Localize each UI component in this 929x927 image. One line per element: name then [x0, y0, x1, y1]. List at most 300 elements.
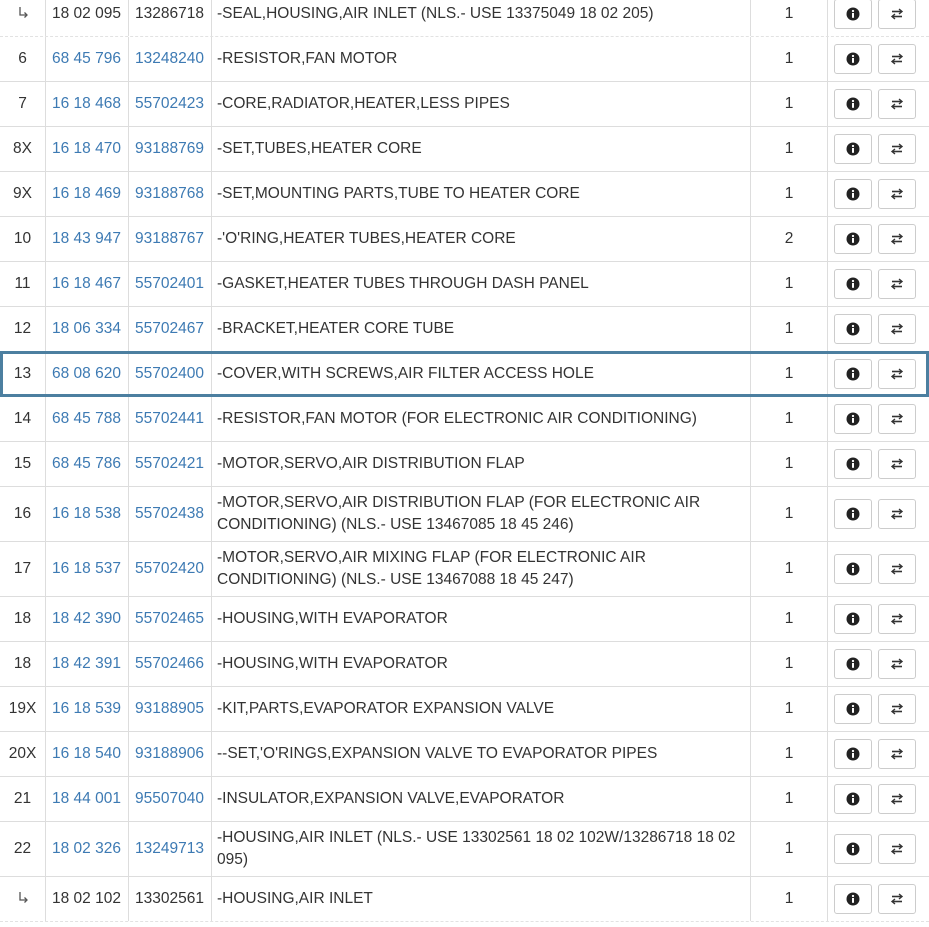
oe-number-text: 13286718	[135, 5, 204, 22]
position-cell	[0, 217, 46, 261]
quantity-value: 1	[784, 505, 794, 522]
part-description: -KIT,PARTS,EVAPORATOR EXPANSION VALVE	[217, 700, 555, 717]
part-number-link[interactable]: 18 42 390	[52, 610, 121, 627]
part-number-link[interactable]: 18 06 334	[52, 320, 121, 337]
description-cell	[212, 82, 751, 126]
position-label: 12	[13, 320, 32, 337]
part-description: -RESISTOR,FAN MOTOR (FOR ELECTRONIC AIR CONDITIONING)	[217, 410, 697, 427]
position-cell	[0, 877, 46, 921]
quantity-cell	[751, 487, 828, 541]
position-cell	[0, 397, 46, 441]
actions-cell	[828, 82, 929, 126]
oe-number-link[interactable]: 55702467	[135, 320, 204, 337]
table-row[interactable]	[0, 0, 929, 37]
info-circle-icon	[846, 52, 860, 66]
table-row[interactable]	[0, 597, 929, 642]
position-cell	[0, 542, 46, 596]
actions-cell	[828, 542, 929, 596]
position-cell	[0, 442, 46, 486]
description-cell	[212, 127, 751, 171]
alternatives-button[interactable]	[878, 44, 916, 74]
part-description: -SET,MOUNTING PARTS,TUBE TO HEATER CORE	[217, 185, 580, 202]
info-button[interactable]	[834, 499, 872, 529]
position-cell	[0, 307, 46, 351]
alternatives-button[interactable]	[878, 784, 916, 814]
table-row[interactable]	[0, 687, 929, 732]
oe-number-cell	[129, 82, 212, 126]
position-cell	[0, 777, 46, 821]
table-row[interactable]	[0, 262, 929, 307]
table-row[interactable]	[0, 127, 929, 172]
part-description: -SET,TUBES,HEATER CORE	[217, 140, 422, 157]
exchange-arrows-icon	[889, 187, 905, 201]
position-label: 20X	[8, 745, 37, 762]
exchange-arrows-icon	[889, 232, 905, 246]
part-number-link[interactable]: 68 08 620	[52, 365, 121, 382]
oe-number-cell	[129, 127, 212, 171]
actions-cell	[828, 307, 929, 351]
alternatives-button[interactable]	[878, 834, 916, 864]
position-cell	[0, 687, 46, 731]
return-arrow-icon	[17, 891, 29, 908]
table-row[interactable]	[0, 732, 929, 777]
part-number-link[interactable]: 68 45 788	[52, 410, 121, 427]
quantity-value: 1	[784, 185, 794, 202]
info-circle-icon	[846, 187, 860, 201]
exchange-arrows-icon	[889, 792, 905, 806]
oe-number-link[interactable]: 93188905	[135, 700, 204, 717]
info-circle-icon	[846, 97, 860, 111]
exchange-arrows-icon	[889, 892, 905, 906]
table-row[interactable]	[0, 172, 929, 217]
oe-number-link[interactable]: 13249713	[135, 840, 204, 857]
position-label: 15	[13, 455, 32, 472]
oe-number-cell	[129, 172, 212, 216]
info-circle-icon	[846, 232, 860, 246]
quantity-cell	[751, 127, 828, 171]
exchange-arrows-icon	[889, 747, 905, 761]
info-button[interactable]	[834, 834, 872, 864]
oe-number-cell	[129, 542, 212, 596]
quantity-cell	[751, 597, 828, 641]
part-number-link[interactable]: 16 18 537	[52, 560, 121, 577]
oe-number-cell	[129, 0, 212, 36]
description-cell	[212, 37, 751, 81]
part-number-cell	[46, 307, 129, 351]
part-number-cell	[46, 397, 129, 441]
info-circle-icon	[846, 792, 860, 806]
position-label: 10	[13, 230, 32, 247]
exchange-arrows-icon	[889, 142, 905, 156]
info-circle-icon	[846, 562, 860, 576]
oe-number-cell	[129, 487, 212, 541]
actions-cell	[828, 822, 929, 876]
quantity-value: 1	[784, 745, 794, 762]
oe-number-link[interactable]: 55702420	[135, 560, 204, 577]
info-button[interactable]	[834, 314, 872, 344]
position-cell	[0, 642, 46, 686]
oe-number-cell	[129, 397, 212, 441]
exchange-arrows-icon	[889, 367, 905, 381]
part-number-cell	[46, 642, 129, 686]
oe-number-link[interactable]: 93188769	[135, 140, 204, 157]
quantity-cell	[751, 877, 828, 921]
info-button[interactable]	[834, 404, 872, 434]
table-row[interactable]	[0, 642, 929, 687]
part-number-cell	[46, 597, 129, 641]
part-description: -HOUSING,WITH EVAPORATOR	[217, 655, 448, 672]
oe-number-link[interactable]: 55702441	[135, 410, 204, 427]
part-description: -RESISTOR,FAN MOTOR	[217, 50, 398, 67]
part-number-link[interactable]: 16 18 540	[52, 745, 121, 762]
exchange-arrows-icon	[889, 612, 905, 626]
table-row[interactable]	[0, 82, 929, 127]
part-number-text: 18 02 095	[52, 5, 121, 22]
oe-number-cell	[129, 877, 212, 921]
quantity-value: 1	[784, 275, 794, 292]
position-cell	[0, 262, 46, 306]
oe-number-link[interactable]: 55702401	[135, 275, 204, 292]
quantity-cell	[751, 217, 828, 261]
position-cell	[0, 597, 46, 641]
description-cell	[212, 732, 751, 776]
return-arrow-icon	[17, 6, 29, 23]
part-number-cell	[46, 217, 129, 261]
position-label: 13	[13, 365, 32, 382]
exchange-arrows-icon	[889, 412, 905, 426]
alternatives-button[interactable]	[878, 179, 916, 209]
alternatives-button[interactable]	[878, 884, 916, 914]
oe-number-cell	[129, 262, 212, 306]
quantity-cell	[751, 442, 828, 486]
alternatives-button[interactable]	[878, 404, 916, 434]
oe-number-link[interactable]: 93188767	[135, 230, 204, 247]
part-description: -CORE,RADIATOR,HEATER,LESS PIPES	[217, 95, 510, 112]
part-number-cell	[46, 542, 129, 596]
exchange-arrows-icon	[889, 277, 905, 291]
part-number-cell	[46, 732, 129, 776]
description-cell	[212, 597, 751, 641]
quantity-cell	[751, 687, 828, 731]
alternatives-button[interactable]	[878, 604, 916, 634]
alternatives-button[interactable]	[878, 0, 916, 29]
quantity-value: 1	[784, 140, 794, 157]
alternatives-button[interactable]	[878, 224, 916, 254]
description-cell	[212, 542, 751, 596]
quantity-cell	[751, 542, 828, 596]
part-description: -MOTOR,SERVO,AIR DISTRIBUTION FLAP (FOR ELECTRONIC AIR CONDITIONING) (NLS.- USE 13467085 18 45 246)	[217, 494, 701, 533]
alternatives-button[interactable]	[878, 649, 916, 679]
position-label: 19X	[8, 700, 37, 717]
part-number-cell	[46, 127, 129, 171]
quantity-cell	[751, 642, 828, 686]
part-description: -INSULATOR,EXPANSION VALVE,EVAPORATOR	[217, 790, 565, 807]
part-description: -COVER,WITH SCREWS,AIR FILTER ACCESS HOLE	[217, 365, 594, 382]
quantity-cell	[751, 172, 828, 216]
part-number-cell	[46, 172, 129, 216]
quantity-value: 2	[784, 230, 794, 247]
actions-cell	[828, 687, 929, 731]
oe-number-link[interactable]: 55702421	[135, 455, 204, 472]
exchange-arrows-icon	[889, 52, 905, 66]
exchange-arrows-icon	[889, 842, 905, 856]
alternatives-button[interactable]	[878, 269, 916, 299]
oe-number-link[interactable]: 55702465	[135, 610, 204, 627]
part-number-text: 18 02 102	[52, 890, 121, 907]
table-row[interactable]	[0, 822, 929, 877]
part-number-cell	[46, 82, 129, 126]
position-label: 7	[18, 95, 27, 112]
quantity-cell	[751, 397, 828, 441]
part-description: -GASKET,HEATER TUBES THROUGH DASH PANEL	[217, 275, 589, 292]
quantity-value: 1	[784, 655, 794, 672]
alternatives-button[interactable]	[878, 314, 916, 344]
part-number-cell	[46, 352, 129, 396]
oe-number-cell	[129, 732, 212, 776]
oe-number-cell	[129, 687, 212, 731]
position-label: 21	[13, 790, 32, 807]
position-cell	[0, 127, 46, 171]
position-cell	[0, 0, 46, 36]
info-button[interactable]	[834, 89, 872, 119]
part-description: -HOUSING,AIR INLET (NLS.- USE 13302561 18 02 102W/13286718 18 02 095)	[217, 829, 736, 868]
actions-cell	[828, 172, 929, 216]
position-cell	[0, 172, 46, 216]
position-label: 17	[13, 560, 32, 577]
info-circle-icon	[846, 322, 860, 336]
table-row[interactable]	[0, 352, 929, 397]
oe-number-cell	[129, 217, 212, 261]
position-cell	[0, 352, 46, 396]
alternatives-button[interactable]	[878, 499, 916, 529]
description-cell	[212, 397, 751, 441]
actions-cell	[828, 487, 929, 541]
part-number-cell	[46, 777, 129, 821]
oe-number-link[interactable]: 93188768	[135, 185, 204, 202]
part-number-link[interactable]: 18 43 947	[52, 230, 121, 247]
info-button[interactable]	[834, 694, 872, 724]
description-cell	[212, 777, 751, 821]
part-number-cell	[46, 877, 129, 921]
oe-number-link[interactable]: 13248240	[135, 50, 204, 67]
info-button[interactable]	[834, 784, 872, 814]
quantity-value: 1	[784, 365, 794, 382]
position-label: 9X	[13, 185, 32, 202]
oe-number-cell	[129, 822, 212, 876]
alternatives-button[interactable]	[878, 359, 916, 389]
exchange-arrows-icon	[889, 322, 905, 336]
oe-number-cell	[129, 777, 212, 821]
quantity-value: 1	[784, 790, 794, 807]
part-number-link[interactable]: 16 18 470	[52, 140, 121, 157]
part-number-link[interactable]: 18 02 326	[52, 840, 121, 857]
table-row[interactable]	[0, 487, 929, 542]
exchange-arrows-icon	[889, 457, 905, 471]
oe-number-cell	[129, 37, 212, 81]
oe-number-link[interactable]: 55702438	[135, 505, 204, 522]
part-number-cell	[46, 487, 129, 541]
description-cell	[212, 262, 751, 306]
table-row[interactable]	[0, 217, 929, 262]
table-row[interactable]	[0, 877, 929, 922]
part-number-cell	[46, 687, 129, 731]
part-number-link[interactable]: 16 18 467	[52, 275, 121, 292]
part-number-cell	[46, 442, 129, 486]
info-button[interactable]	[834, 224, 872, 254]
quantity-value: 1	[784, 95, 794, 112]
position-cell	[0, 37, 46, 81]
oe-number-text: 13302561	[135, 890, 204, 907]
part-description: -MOTOR,SERVO,AIR MIXING FLAP (FOR ELECTRONIC AIR CONDITIONING) (NLS.- USE 13467088 18 45 247)	[217, 549, 646, 588]
actions-cell	[828, 352, 929, 396]
table-row[interactable]	[0, 542, 929, 597]
part-description: --SET,'O'RINGS,EXPANSION VALVE TO EVAPORATOR PIPES	[217, 745, 658, 762]
oe-number-link[interactable]: 55702466	[135, 655, 204, 672]
info-button[interactable]	[834, 554, 872, 584]
part-description: -HOUSING,WITH EVAPORATOR	[217, 610, 448, 627]
quantity-value: 1	[784, 455, 794, 472]
part-number-link[interactable]: 68 45 796	[52, 50, 121, 67]
oe-number-link[interactable]: 95507040	[135, 790, 204, 807]
info-button[interactable]	[834, 269, 872, 299]
part-number-cell	[46, 822, 129, 876]
table-row[interactable]	[0, 397, 929, 442]
oe-number-cell	[129, 352, 212, 396]
description-cell	[212, 487, 751, 541]
actions-cell	[828, 397, 929, 441]
description-cell	[212, 822, 751, 876]
part-number-link[interactable]: 68 45 786	[52, 455, 121, 472]
info-button[interactable]	[834, 44, 872, 74]
actions-cell	[828, 127, 929, 171]
quantity-cell	[751, 732, 828, 776]
alternatives-button[interactable]	[878, 449, 916, 479]
part-description: -HOUSING,AIR INLET	[217, 890, 373, 907]
description-cell	[212, 442, 751, 486]
info-circle-icon	[846, 892, 860, 906]
position-label: 8X	[13, 140, 32, 157]
part-description: -MOTOR,SERVO,AIR DISTRIBUTION FLAP	[217, 455, 525, 472]
part-number-link[interactable]: 16 18 539	[52, 700, 121, 717]
info-circle-icon	[846, 412, 860, 426]
description-cell	[212, 352, 751, 396]
table-row[interactable]	[0, 307, 929, 352]
alternatives-button[interactable]	[878, 739, 916, 769]
quantity-value: 1	[784, 410, 794, 427]
position-label: 6	[18, 50, 27, 67]
actions-cell	[828, 777, 929, 821]
exchange-arrows-icon	[889, 562, 905, 576]
oe-number-cell	[129, 307, 212, 351]
part-number-cell	[46, 0, 129, 36]
quantity-cell	[751, 262, 828, 306]
part-number-link[interactable]: 16 18 469	[52, 185, 121, 202]
table-row[interactable]	[0, 442, 929, 487]
info-button[interactable]	[834, 179, 872, 209]
part-number-link[interactable]: 16 18 538	[52, 505, 121, 522]
info-circle-icon	[846, 842, 860, 856]
description-cell	[212, 877, 751, 921]
position-cell	[0, 487, 46, 541]
part-number-link[interactable]: 18 42 391	[52, 655, 121, 672]
info-circle-icon	[846, 277, 860, 291]
position-label: 22	[13, 840, 32, 857]
description-cell	[212, 217, 751, 261]
actions-cell	[828, 262, 929, 306]
info-circle-icon	[846, 142, 860, 156]
description-cell	[212, 642, 751, 686]
table-row[interactable]	[0, 37, 929, 82]
quantity-value: 1	[784, 840, 794, 857]
alternatives-button[interactable]	[878, 554, 916, 584]
oe-number-cell	[129, 442, 212, 486]
exchange-arrows-icon	[889, 507, 905, 521]
part-description: -SEAL,HOUSING,AIR INLET (NLS.- USE 13375049 18 02 205)	[217, 5, 654, 22]
alternatives-button[interactable]	[878, 89, 916, 119]
info-circle-icon	[846, 7, 860, 21]
quantity-cell	[751, 0, 828, 36]
quantity-cell	[751, 352, 828, 396]
actions-cell	[828, 597, 929, 641]
oe-number-link[interactable]: 93188906	[135, 745, 204, 762]
part-description: -BRACKET,HEATER CORE TUBE	[217, 320, 455, 337]
info-button[interactable]	[834, 884, 872, 914]
quantity-value: 1	[784, 320, 794, 337]
info-button[interactable]	[834, 739, 872, 769]
oe-number-cell	[129, 597, 212, 641]
part-number-link[interactable]: 18 44 001	[52, 790, 121, 807]
position-cell	[0, 82, 46, 126]
description-cell	[212, 307, 751, 351]
info-button[interactable]	[834, 604, 872, 634]
position-label: 16	[13, 505, 32, 522]
info-button[interactable]	[834, 649, 872, 679]
exchange-arrows-icon	[889, 97, 905, 111]
info-button[interactable]	[834, 0, 872, 29]
info-circle-icon	[846, 657, 860, 671]
info-circle-icon	[846, 367, 860, 381]
alternatives-button[interactable]	[878, 694, 916, 724]
position-label: 18	[13, 655, 32, 672]
quantity-cell	[751, 307, 828, 351]
quantity-cell	[751, 37, 828, 81]
table-row[interactable]	[0, 777, 929, 822]
quantity-value: 1	[784, 890, 794, 907]
actions-cell	[828, 0, 929, 36]
part-number-link[interactable]: 16 18 468	[52, 95, 121, 112]
info-button[interactable]	[834, 359, 872, 389]
quantity-value: 1	[784, 700, 794, 717]
alternatives-button[interactable]	[878, 134, 916, 164]
description-cell	[212, 0, 751, 36]
info-circle-icon	[846, 507, 860, 521]
part-description: -'O'RING,HEATER TUBES,HEATER CORE	[217, 230, 516, 247]
oe-number-link[interactable]: 55702400	[135, 365, 204, 382]
oe-number-link[interactable]: 55702423	[135, 95, 204, 112]
quantity-cell	[751, 82, 828, 126]
info-circle-icon	[846, 747, 860, 761]
part-number-cell	[46, 37, 129, 81]
description-cell	[212, 172, 751, 216]
info-button[interactable]	[834, 449, 872, 479]
actions-cell	[828, 37, 929, 81]
exchange-arrows-icon	[889, 657, 905, 671]
info-circle-icon	[846, 612, 860, 626]
info-button[interactable]	[834, 134, 872, 164]
position-label: 18	[13, 610, 32, 627]
position-label: 14	[13, 410, 32, 427]
actions-cell	[828, 877, 929, 921]
